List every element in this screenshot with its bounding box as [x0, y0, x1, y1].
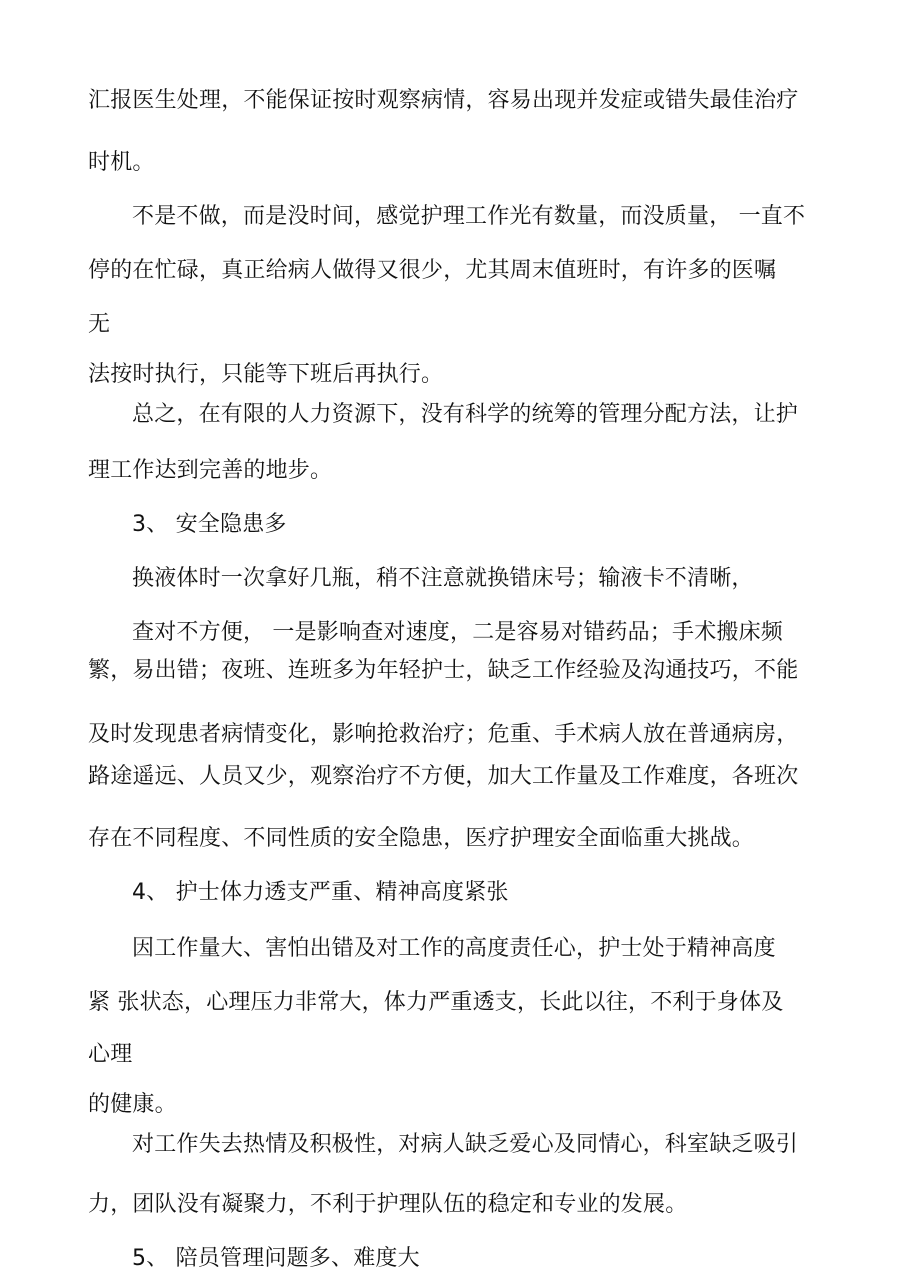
text-line: 心理 [88, 1042, 133, 1067]
text-line: 停的在忙碌，真正给病人做得又很少，尤其周末值班时，有许多的医嘱 [88, 258, 777, 283]
section-heading: 5、 陪员管理问题多、难度大 [132, 1246, 420, 1271]
text-line: 力，团队没有凝聚力，不利于护理队伍的稳定和专业的发展。 [88, 1192, 688, 1217]
text-line: 汇报医生处理，不能保证按时观察病情，容易出现并发症或错失最佳治疗 [88, 88, 799, 113]
text-line: 法按时执行，只能等下班后再执行。 [88, 362, 444, 387]
text-line: 的健康。 [88, 1092, 177, 1117]
text-line: 存在不同程度、不同性质的安全隐患，医疗护理安全面临重大挑战。 [88, 826, 755, 851]
text-line: 理工作达到完善的地步。 [88, 458, 333, 483]
text-line: 对工作失去热情及积极性，对病人缺乏爱心及同情心，科室缺乏吸引 [132, 1132, 799, 1157]
text-line: 路途遥远、人员又少，观察治疗不方便，加大工作量及工作难度，各班次 [88, 764, 799, 789]
text-line: 繁，易出错；夜班、连班多为年轻护士，缺乏工作经验及沟通技巧，不能 [88, 658, 799, 683]
text-line: 查对不方便， 一是影响查对速度，二是容易对错药品；手术搬床频 [132, 620, 783, 645]
text-line: 及时发现患者病情变化，影响抢救治疗；危重、手术病人放在普通病房， [88, 722, 799, 747]
text-line: 换液体时一次拿好几瓶，稍不注意就换错床号；输液卡不清晰， [132, 566, 754, 591]
text-line: 无 [88, 312, 111, 337]
text-line: 总之，在有限的人力资源下，没有科学的统筹的管理分配方法，让护 [132, 402, 799, 427]
text-line: 时机。 [88, 150, 155, 175]
section-heading: 3、 安全隐患多 [132, 512, 287, 537]
text-line: 紧 张状态，心理压力非常大，体力严重透支，长此以往，不利于身体及 [88, 990, 784, 1015]
section-heading: 4、 护士体力透支严重、精神高度紧张 [132, 880, 509, 905]
text-line: 因工作量大、害怕出错及对工作的高度责任心，护士处于精神高度 [132, 936, 776, 961]
text-line: 不是不做，而是没时间，感觉护理工作光有数量，而没质量， 一直不 [132, 204, 806, 229]
